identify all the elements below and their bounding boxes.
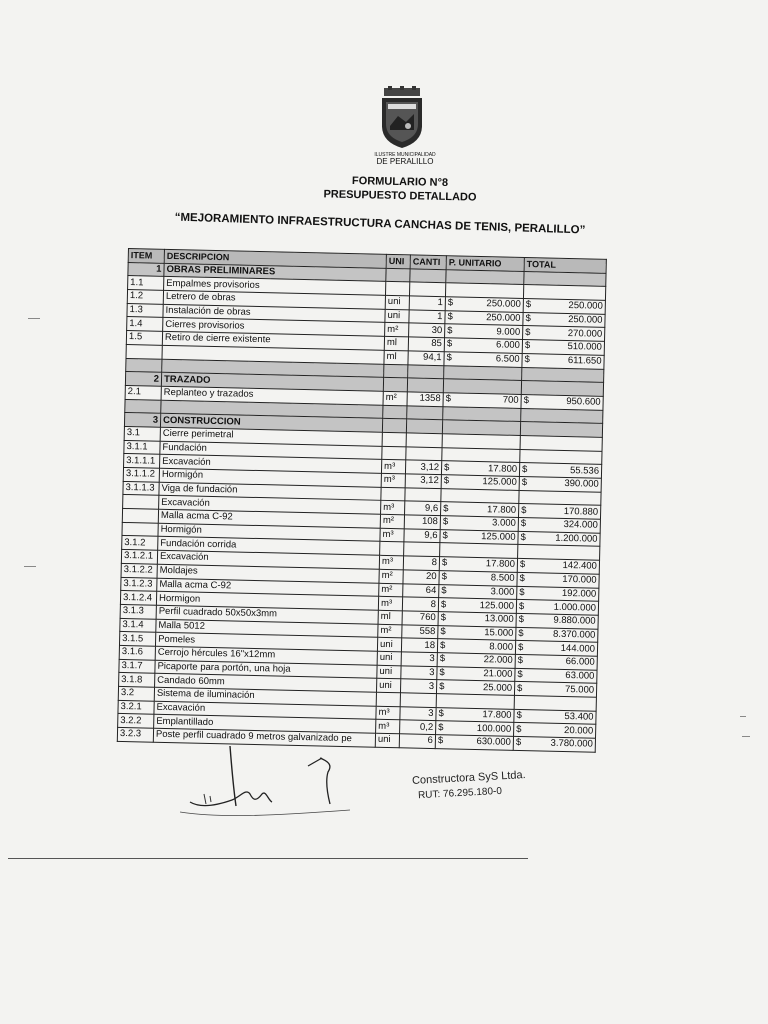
total-value: 9.880.000 [553, 614, 596, 627]
description-cell: Hormigón [159, 468, 381, 487]
unit-cell: uni [377, 638, 401, 652]
currency-symbol: $ [443, 502, 449, 515]
unit-cell [385, 282, 409, 296]
currency-symbol: $ [521, 477, 528, 489]
total-value: 170.000 [562, 574, 597, 586]
description-cell: Picaporte para portón, una hoja [155, 660, 377, 679]
item-cell [126, 344, 162, 359]
quantity-cell: 760 [402, 611, 438, 626]
column-header-item: ITEM [128, 249, 164, 264]
item-cell: 1.5 [126, 331, 162, 346]
quantity-cell [407, 378, 443, 393]
project-title: “MEJORAMIENTO INFRAESTRUCTURA CANCHAS DE TENIS, PERALILLO” [174, 211, 586, 237]
quantity-cell [406, 433, 442, 448]
description-cell: TRAZADO [161, 372, 383, 391]
description-cell: CONSTRUCCION [160, 414, 382, 433]
item-cell: 3 [124, 413, 160, 428]
quantity-cell: 108 [404, 515, 440, 530]
total-value: 1.200.000 [555, 532, 598, 545]
unit-price-value: 125.000 [479, 599, 515, 612]
quantity-cell: 0,2 [400, 720, 436, 735]
horizontal-rule [8, 858, 528, 859]
total-value: 75.000 [564, 683, 595, 696]
currency-symbol: $ [518, 600, 525, 612]
currency-symbol: $ [518, 627, 524, 639]
unit-cell [384, 364, 408, 378]
scan-mark [742, 736, 750, 737]
description-cell: Hormigón [158, 523, 380, 542]
item-cell: 1.4 [127, 317, 163, 332]
item-cell [122, 509, 158, 524]
total-value: 611.650 [567, 355, 602, 367]
description-cell: Cierre perimetral [160, 427, 382, 446]
total-value: 142.400 [562, 560, 598, 573]
quantity-cell: 94,1 [408, 351, 444, 366]
unit-cell: m² [383, 391, 407, 405]
description-cell: Malla 5012 [156, 619, 378, 638]
unit-cell: m³ [381, 473, 405, 487]
total-value: 1.000.000 [553, 601, 597, 614]
quantity-cell: 1358 [407, 392, 443, 407]
scan-mark [740, 716, 746, 717]
item-cell: 3.1.4 [120, 618, 156, 633]
handwritten-signature [180, 742, 360, 822]
company-stamp-name: Constructora SyS Ltda. [411, 769, 526, 787]
unit-price-value: 100.000 [476, 722, 512, 735]
unit-cell: m³ [381, 460, 405, 474]
quantity-cell: 3 [400, 706, 436, 721]
description-cell: Poste perfil cuadrado 9 metros galvanizado pe [153, 728, 375, 747]
quantity-cell: 1 [409, 296, 445, 311]
description-cell: Excavación [157, 550, 379, 569]
total-value: 950.600 [566, 396, 601, 408]
unit-price-value: 8.500 [490, 572, 515, 585]
unit-price-value: 17.800 [486, 503, 517, 516]
unit-cell [381, 487, 405, 501]
quantity-cell: 9,6 [405, 501, 441, 516]
total-value: 270.000 [567, 327, 603, 340]
description-cell: Perfil cuadrado 50x50x3mm [156, 605, 378, 624]
unit-price-value: 25.000 [482, 681, 513, 694]
description-cell: Emplantillado [154, 715, 376, 734]
total-value: 3.780.000 [550, 738, 593, 751]
total-value: 250.000 [568, 300, 603, 313]
currency-symbol: $ [525, 313, 531, 325]
item-cell [122, 522, 158, 537]
unit-price-value: 13.000 [484, 613, 514, 626]
item-cell: 1.2 [127, 290, 163, 305]
item-cell: 2.1 [125, 385, 161, 400]
description-cell: Pomeles [155, 632, 377, 651]
quantity-cell [406, 446, 442, 461]
description-cell: Moldajes [157, 564, 379, 583]
currency-symbol: $ [447, 297, 454, 309]
currency-symbol: $ [447, 311, 453, 323]
total-value: 66.000 [565, 656, 595, 668]
unit-cell [383, 378, 407, 392]
currency-symbol: $ [519, 586, 525, 598]
unit-cell: m³ [376, 720, 400, 734]
description-cell: Replanteo y trazados [161, 386, 383, 405]
currency-symbol: $ [438, 721, 444, 733]
quantity-cell: 3 [400, 679, 436, 694]
unit-cell: ml [384, 336, 408, 350]
unit-price-value: 9.000 [496, 326, 521, 338]
quantity-cell [405, 488, 441, 503]
quantity-cell: 3 [401, 652, 437, 667]
unit-cell [382, 432, 406, 446]
item-cell: 3.1.1.3 [123, 481, 159, 496]
quantity-cell [409, 282, 445, 297]
unit-price-value: 8.000 [489, 640, 514, 653]
unit-cell [382, 419, 406, 433]
description-cell: Candado 60mm [155, 674, 377, 693]
currency-symbol: $ [446, 338, 453, 350]
unit-price-cell [435, 735, 513, 750]
item-cell: 3.1.7 [119, 659, 155, 674]
currency-symbol: $ [516, 709, 522, 722]
budget-table-wrapper [117, 248, 607, 752]
unit-cell: ml [378, 610, 402, 624]
item-cell: 1 [128, 262, 164, 277]
currency-symbol: $ [519, 559, 526, 571]
form-subtitle: PRESUPUESTO DETALLADO [323, 188, 477, 204]
quantity-cell [404, 542, 440, 557]
company-stamp-rut: RUT: 76.295.180-0 [417, 785, 503, 802]
total-value: 20.000 [563, 724, 594, 737]
currency-symbol: $ [440, 626, 446, 638]
currency-symbol: $ [439, 653, 446, 665]
municipality-line1: ILUSTRE MUNICIPALIDAD [374, 152, 436, 158]
description-cell: Malla acma C-92 [158, 509, 380, 528]
item-cell: 3.2 [118, 686, 154, 701]
total-value: 8.370.000 [552, 628, 596, 641]
description-cell: Hormigon [156, 591, 378, 610]
description-cell: Cerrojo hércules 16"x12mm [155, 646, 377, 665]
form-title: FORMULARIO N°8 [351, 174, 449, 190]
item-cell: 3.1.6 [119, 645, 155, 660]
quantity-cell: 6 [399, 734, 435, 749]
total-value: 55.536 [569, 464, 600, 477]
currency-symbol: $ [443, 461, 450, 474]
unit-cell [376, 692, 400, 706]
currency-symbol: $ [524, 354, 530, 366]
unit-price-value: 125.000 [482, 476, 517, 489]
description-cell: Letrero de obras [163, 290, 385, 309]
quantity-cell: 8 [403, 556, 439, 571]
currency-symbol: $ [442, 516, 449, 528]
description-cell: Malla acma C-92 [157, 578, 379, 597]
unit-cell: m³ [379, 555, 403, 569]
item-cell: 3.1.2.2 [121, 563, 157, 578]
table-body [117, 262, 606, 752]
column-header-unit-price: P. UNITARIO [446, 256, 524, 271]
column-header-unit: UNI [386, 254, 410, 268]
currency-symbol: $ [516, 723, 522, 735]
unit-cell: m² [380, 514, 404, 528]
item-cell: 3.1.2.4 [120, 591, 156, 606]
currency-symbol: $ [516, 682, 523, 694]
description-cell: Cierres provisorios [163, 318, 385, 337]
total-value: 324.000 [563, 519, 598, 532]
quantity-cell: 18 [401, 638, 437, 653]
item-cell: 3.1.2 [122, 536, 158, 551]
scan-mark [28, 318, 40, 319]
unit-price-value: 630.000 [476, 736, 511, 749]
item-cell [123, 495, 159, 510]
item-cell: 3.1.2.3 [121, 577, 157, 592]
currency-symbol: $ [446, 352, 453, 364]
quantity-cell: 1 [409, 310, 445, 325]
unit-cell: m³ [378, 596, 402, 610]
total-value: 144.000 [560, 642, 596, 655]
unit-cell: uni [375, 733, 399, 747]
currency-symbol: $ [517, 641, 524, 653]
unit-cell [382, 446, 406, 460]
item-cell [126, 358, 162, 373]
unit-cell [383, 405, 407, 419]
total-value: 53.400 [564, 711, 594, 723]
currency-symbol: $ [438, 708, 444, 720]
currency-symbol: $ [525, 299, 532, 311]
currency-symbol: $ [447, 325, 453, 337]
item-cell: 3.2.3 [117, 727, 153, 742]
unit-cell [386, 268, 410, 282]
unit-price-value: 3.000 [491, 517, 516, 530]
unit-cell: m³ [381, 501, 405, 515]
column-header-total: TOTAL [524, 257, 606, 273]
currency-symbol: $ [439, 667, 445, 679]
currency-symbol: $ [439, 680, 445, 692]
total-value: 250.000 [568, 314, 603, 326]
quantity-cell: 20 [403, 570, 439, 585]
quantity-cell: 85 [408, 337, 444, 352]
quantity-cell [407, 405, 443, 420]
item-cell: 3.1 [124, 426, 160, 441]
quantity-cell: 3 [401, 665, 437, 680]
currency-symbol: $ [520, 518, 527, 530]
currency-symbol: $ [437, 735, 444, 747]
item-cell: 3.2.2 [118, 714, 154, 729]
quantity-cell [408, 364, 444, 379]
budget-table [117, 248, 607, 752]
quantity-cell: 3,12 [405, 460, 441, 475]
unit-price-value: 250.000 [486, 312, 521, 325]
item-cell: 1.1 [128, 276, 164, 291]
municipal-crest-logo [378, 86, 426, 150]
currency-symbol: $ [445, 393, 452, 405]
total-value: 63.000 [565, 670, 595, 682]
total-value: 390.000 [564, 478, 599, 491]
currency-symbol: $ [440, 612, 447, 624]
unit-cell: ml [384, 350, 408, 364]
unit-price-value: 15.000 [484, 627, 514, 639]
total-value: 192.000 [561, 587, 597, 600]
quantity-cell: 8 [402, 597, 438, 612]
unit-cell: uni [385, 309, 409, 323]
currency-symbol: $ [523, 395, 530, 407]
quantity-cell: 64 [403, 583, 439, 598]
total-cell [513, 736, 595, 752]
unit-price-value: 17.800 [485, 558, 516, 571]
currency-symbol: $ [442, 530, 448, 542]
scan-mark [24, 566, 36, 567]
description-cell: Retiro de cierre existente [162, 331, 384, 350]
unit-cell: m² [379, 569, 403, 583]
unit-price-value: 250.000 [486, 298, 521, 311]
unit-cell: m³ [380, 528, 404, 542]
item-cell [125, 399, 161, 414]
currency-symbol: $ [443, 475, 450, 487]
quantity-cell: 558 [402, 624, 438, 639]
description-cell: Empalmes provisorios [164, 277, 386, 296]
description-cell: OBRAS PRELIMINARES [164, 263, 386, 282]
quantity-cell [406, 419, 442, 434]
currency-symbol: $ [518, 614, 525, 626]
item-cell: 1.3 [127, 303, 163, 318]
currency-symbol: $ [519, 573, 526, 585]
unit-cell: m² [378, 624, 402, 638]
quantity-cell: 3,12 [405, 474, 441, 489]
currency-symbol: $ [441, 571, 448, 583]
unit-cell: uni [385, 295, 409, 309]
unit-price-value: 125.000 [481, 531, 516, 543]
description-cell: Viga de fundación [159, 482, 381, 501]
currency-symbol: $ [521, 504, 527, 516]
unit-cell: m² [379, 583, 403, 597]
description-cell: Fundación [160, 441, 382, 460]
unit-cell: m² [385, 323, 409, 337]
item-cell: 3.1.8 [119, 673, 155, 688]
unit-price-value: 6.000 [495, 339, 521, 352]
unit-price-value: 6.500 [495, 353, 520, 366]
unit-cell: uni [377, 665, 401, 679]
unit-price-value: 17.800 [487, 462, 518, 475]
unit-price-value: 21.000 [483, 668, 513, 680]
description-cell: Sistema de iluminación [154, 687, 376, 706]
currency-symbol: $ [517, 655, 524, 667]
unit-price-value: 17.800 [482, 709, 512, 721]
description-cell: Excavación [154, 701, 376, 720]
column-header-description: DESCRIPCION [164, 249, 386, 268]
item-cell: 3.1.1.2 [123, 467, 159, 482]
currency-symbol: $ [517, 668, 523, 681]
column-header-quantity: CANTI [410, 255, 446, 270]
item-cell: 3.2.1 [118, 700, 154, 715]
unit-price-value: 22.000 [483, 654, 513, 667]
unit-cell [380, 542, 404, 556]
currency-symbol: $ [441, 585, 447, 597]
description-cell: Instalación de obras [163, 304, 385, 323]
item-cell: 3.1.5 [119, 632, 155, 647]
total-value: 510.000 [567, 341, 602, 354]
quantity-cell: 30 [409, 323, 445, 338]
municipality-line2: DE PERALILLO [376, 157, 434, 166]
currency-symbol: $ [441, 557, 448, 569]
item-cell: 3.1.1 [124, 440, 160, 455]
item-cell: 3.1.1.1 [124, 454, 160, 469]
currency-symbol: $ [515, 737, 522, 749]
unit-cell: uni [377, 651, 401, 665]
unit-cell: m³ [376, 706, 400, 720]
quantity-cell: 9,6 [404, 529, 440, 544]
description-cell: Excavación [160, 455, 382, 474]
currency-symbol: $ [524, 340, 531, 352]
currency-symbol: $ [440, 598, 447, 610]
quantity-cell [410, 269, 446, 284]
item-cell: 2 [125, 372, 161, 387]
unit-cell: uni [376, 679, 400, 693]
total-value: 170.880 [563, 505, 599, 518]
currency-symbol: $ [525, 326, 531, 338]
unit-price-value: 3.000 [490, 586, 515, 598]
item-cell: 3.1.2.1 [121, 550, 157, 565]
currency-symbol: $ [520, 532, 526, 544]
description-cell: Excavación [159, 496, 381, 515]
description-cell: Fundación corrida [158, 537, 380, 556]
currency-symbol: $ [439, 639, 446, 651]
item-cell: 3.1.3 [120, 604, 156, 619]
unit-price-value: 700 [502, 394, 519, 407]
currency-symbol: $ [521, 463, 528, 475]
quantity-cell [400, 693, 436, 708]
